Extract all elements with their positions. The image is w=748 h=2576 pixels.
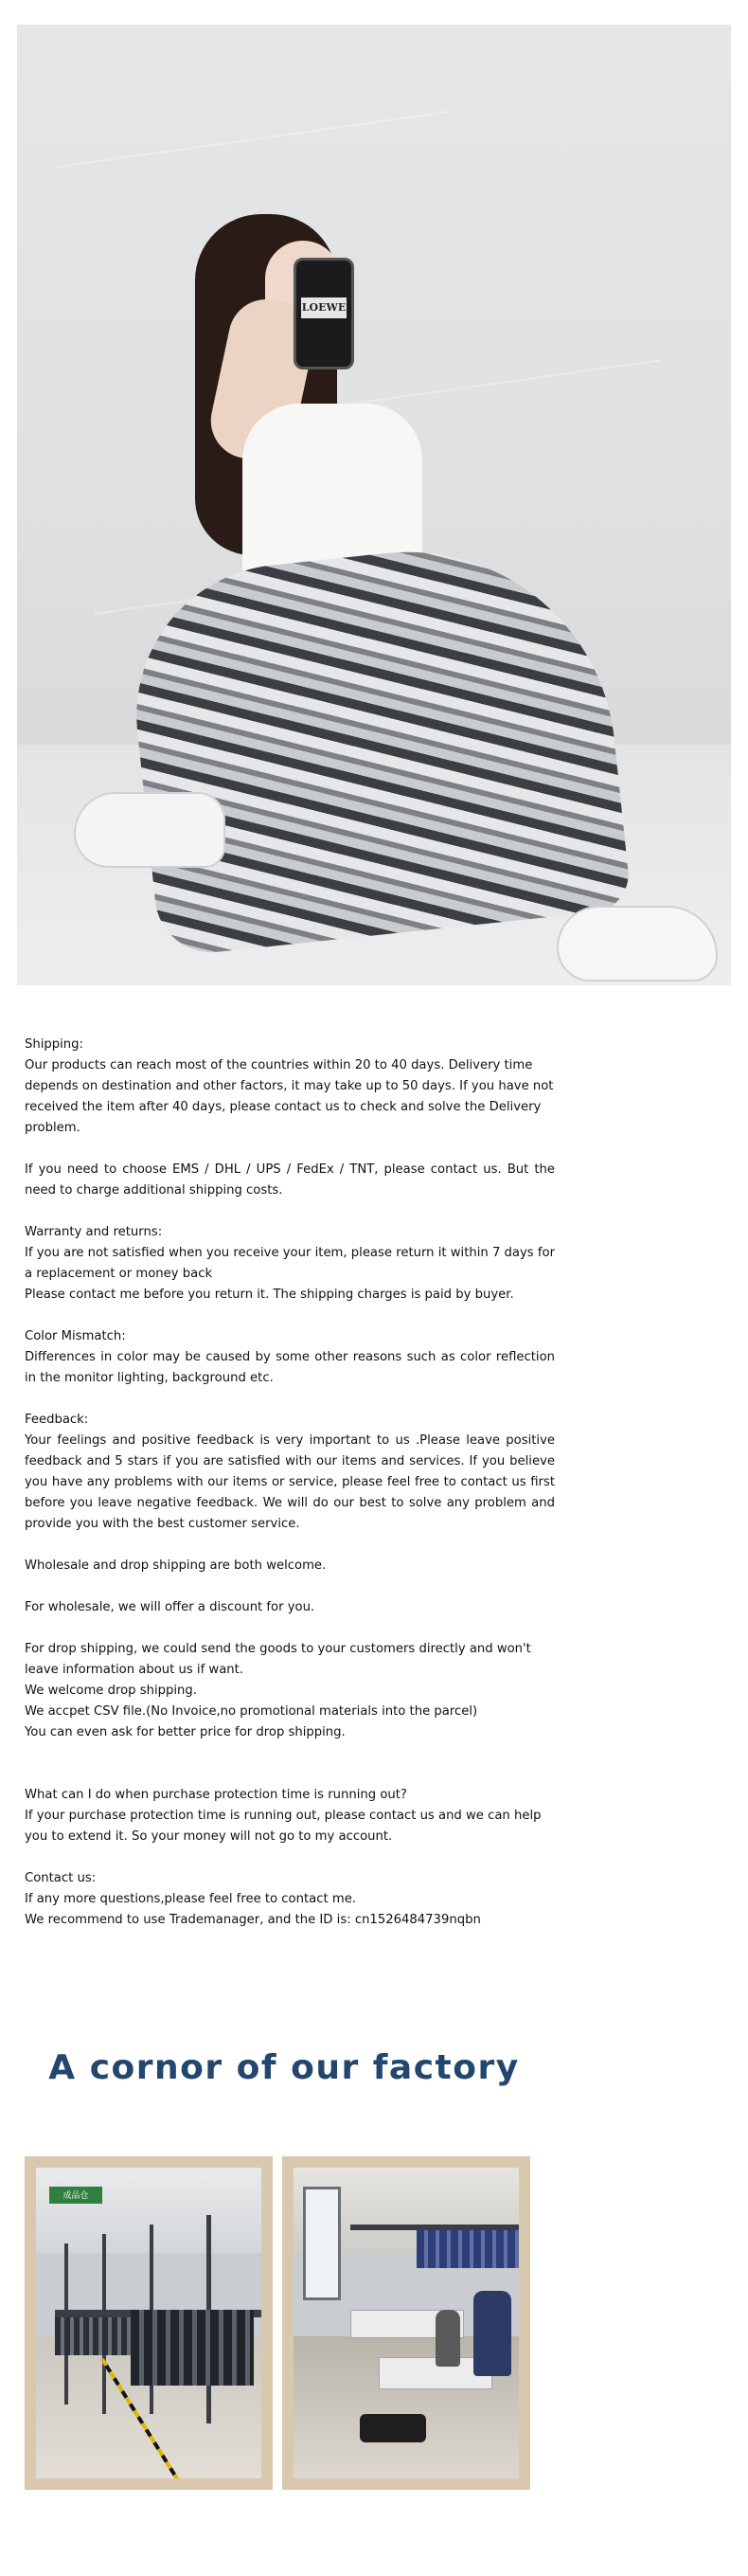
protection-question: What can I do when purchase protection time is running out? xyxy=(25,1788,407,1802)
contact-text-1: If any more questions,please feel free to contact me. xyxy=(25,1892,356,1906)
warehouse-sign: 成品仓 xyxy=(49,2187,102,2204)
drop-shipping-text-1: For drop shipping, we could send the goods to your customers directly and won't leave information about us if want. xyxy=(25,1642,531,1677)
sneaker-right xyxy=(557,906,718,982)
phone-case-logo: LOEWE xyxy=(301,297,347,318)
warranty-text-1: If you are not satisfied when you receive your item, please return it within 7 days for a replacement or money back xyxy=(25,1246,555,1281)
sneaker-left xyxy=(74,792,225,868)
protection-answer: If your purchase protection time is running out, please contact us and we can help you to extend it. So your money will not go to my account. xyxy=(25,1809,542,1844)
wholesale-welcome: Wholesale and drop shipping are both welcome. xyxy=(25,1558,327,1573)
color-section xyxy=(25,1326,555,1389)
express-section: If you need to choose EMS / DHL / UPS / FedEx / TNT, please contact us. But the need to charge additional shipping costs. xyxy=(25,1162,555,1198)
contact-heading: Contact us: xyxy=(25,1871,97,1885)
factory-title: A cornor of our factory xyxy=(48,2048,520,2087)
feedback-heading: Feedback: xyxy=(25,1413,89,1427)
feedback-text: Your feelings and positive feedback is very important to us .Please leave positive feedback and 5 stars if you are satisfied with our items and services. If you believe you have any problems with our items or service, please feel free to contact us first before you leave negative feedback. We will do our best to solve any problem and provide you with the best customer service. xyxy=(25,1433,555,1531)
factory-photo-workshop xyxy=(282,2156,530,2490)
feedback-section xyxy=(25,1410,555,1535)
color-text: Differences in color may be caused by some other reasons such as color reflection in the monitor lighting, background etc. xyxy=(25,1350,555,1385)
warranty-section xyxy=(25,1222,555,1306)
warranty-text-2: Please contact me before you return it. The shipping charges is paid by buyer. xyxy=(25,1288,514,1302)
shipping-section xyxy=(25,1035,555,1139)
wholesale-discount: For wholesale, we will offer a discount for you. xyxy=(25,1600,315,1614)
drop-shipping-text-3: We accpet CSV file.(No Invoice,no promotional materials into the parcel) xyxy=(25,1704,478,1719)
contact-section xyxy=(25,1868,555,1931)
factory-photo-warehouse xyxy=(25,2156,273,2490)
shipping-heading: Shipping: xyxy=(25,1037,83,1052)
contact-text-2: We recommend to use Trademanager, and the ID is: cn1526484739nqbn xyxy=(25,1913,481,1927)
drop-shipping-text-2: We welcome drop shipping. xyxy=(25,1684,197,1698)
color-heading: Color Mismatch: xyxy=(25,1329,126,1343)
protection-section xyxy=(25,1785,555,1847)
warranty-heading: Warranty and returns: xyxy=(25,1225,163,1239)
drop-shipping-text-4: You can even ask for better price for drop shipping. xyxy=(25,1725,346,1739)
product-photo xyxy=(17,25,731,985)
shop-policy-text xyxy=(25,1035,555,1952)
striped-pleated-skirt xyxy=(121,531,632,958)
drop-shipping-section xyxy=(25,1639,555,1743)
shipping-text: Our products can reach most of the countries within 20 to 40 days. Delivery time depends on destination and other factors, it may take up to 50 days. If you have not received the item after 40 days, please contact us to check and solve the Delivery problem. xyxy=(25,1058,554,1135)
